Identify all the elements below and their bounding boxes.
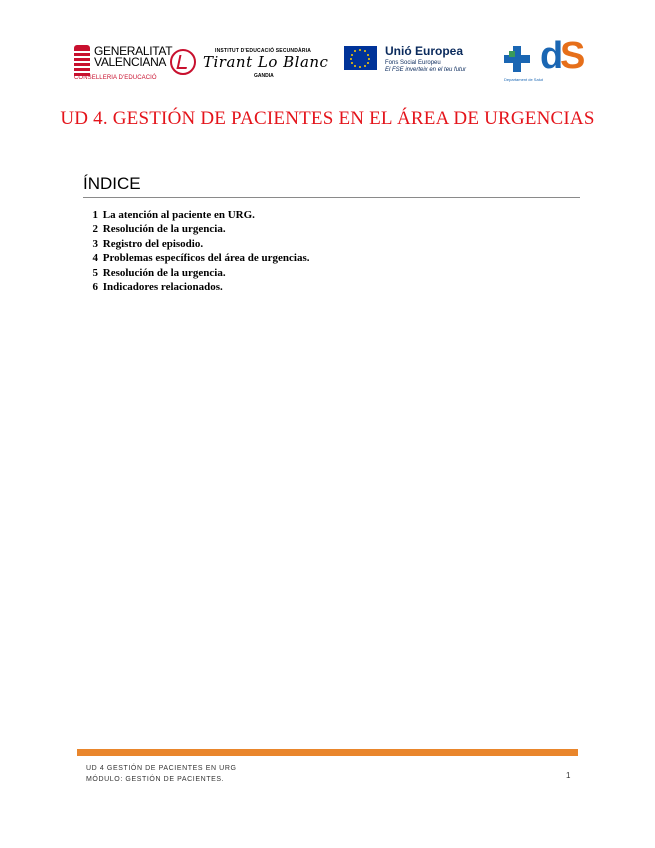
ds-logo-letter-s: S: [560, 35, 586, 77]
footer-module-label: MÓDULO: GESTIÓN DE PACIENTES.: [86, 776, 225, 783]
eu-logo-title: Unió Europea: [385, 44, 464, 58]
eu-logo: [344, 40, 504, 86]
index-heading: ÍNDICE: [83, 174, 141, 193]
footer-unit-label: UD 4 GESTIÓN DE PACIENTES EN URG: [86, 765, 237, 772]
page-number: 1: [566, 771, 571, 780]
ds-logo-caption: Departament de Salut: [504, 77, 543, 82]
toc-item-number: 6: [92, 281, 98, 294]
ds-logo-letter-d: d: [540, 35, 564, 77]
eu-logo-line2: El FSE inverteix en el teu futur: [385, 67, 467, 73]
tirant-emblem-icon: [170, 49, 196, 75]
toc-item-label: Indicadores relacionados.: [102, 281, 223, 294]
toc-item[interactable]: [76, 208, 309, 222]
generalitat-logo-line3: CONSELLERIA D'EDUCACIÓ: [74, 75, 157, 81]
toc-item-number: 2: [92, 223, 98, 236]
health-cross-icon: [504, 46, 530, 72]
tirant-logo-line1: INSTITUT D'EDUCACIÓ SECUNDÀRIA: [215, 48, 312, 54]
eu-flag-icon: [344, 46, 377, 70]
toc-item-label: Resolución de la urgencia.: [102, 223, 226, 236]
toc-item-label: Problemas específicos del área de urgencias.: [102, 252, 310, 265]
generalitat-logo: [74, 42, 173, 88]
index-divider: [83, 197, 580, 198]
toc-item-label: Registro del episodio.: [102, 237, 204, 250]
toc-item[interactable]: [76, 222, 309, 236]
toc-item-number: 5: [92, 266, 98, 279]
departament-salut-logo: [504, 35, 590, 86]
generalitat-emblem-icon: [74, 45, 90, 79]
generalitat-logo-line2: VALENCIANA: [94, 55, 167, 69]
toc-item[interactable]: [76, 251, 309, 265]
eu-logo-line1: Fons Social Europeu: [385, 60, 441, 66]
tirant-logo-city: GANDIA: [254, 73, 274, 79]
tirant-logo: [170, 40, 330, 86]
toc-item[interactable]: [76, 266, 309, 280]
toc-item[interactable]: [76, 280, 309, 294]
toc-item[interactable]: [76, 237, 309, 251]
toc-item-label: La atención al paciente en URG.: [102, 209, 255, 221]
toc-item-number: 1: [92, 209, 98, 221]
tirant-logo-name: Tirant Lo Blanc: [203, 53, 329, 71]
document-title: UD 4. GESTIÓN DE PACIENTES EN EL ÁREA DE URGENCIAS: [60, 108, 595, 129]
footer-accent-bar: [77, 749, 578, 756]
toc-item-number: 4: [92, 252, 98, 265]
header-logos: [74, 35, 590, 90]
table-of-contents: [76, 208, 309, 294]
generalitat-logo-line1: GENERALITAT: [94, 44, 173, 58]
toc-item-number: 3: [92, 237, 98, 250]
toc-item-label: Resolución de la urgencia.: [102, 266, 226, 279]
